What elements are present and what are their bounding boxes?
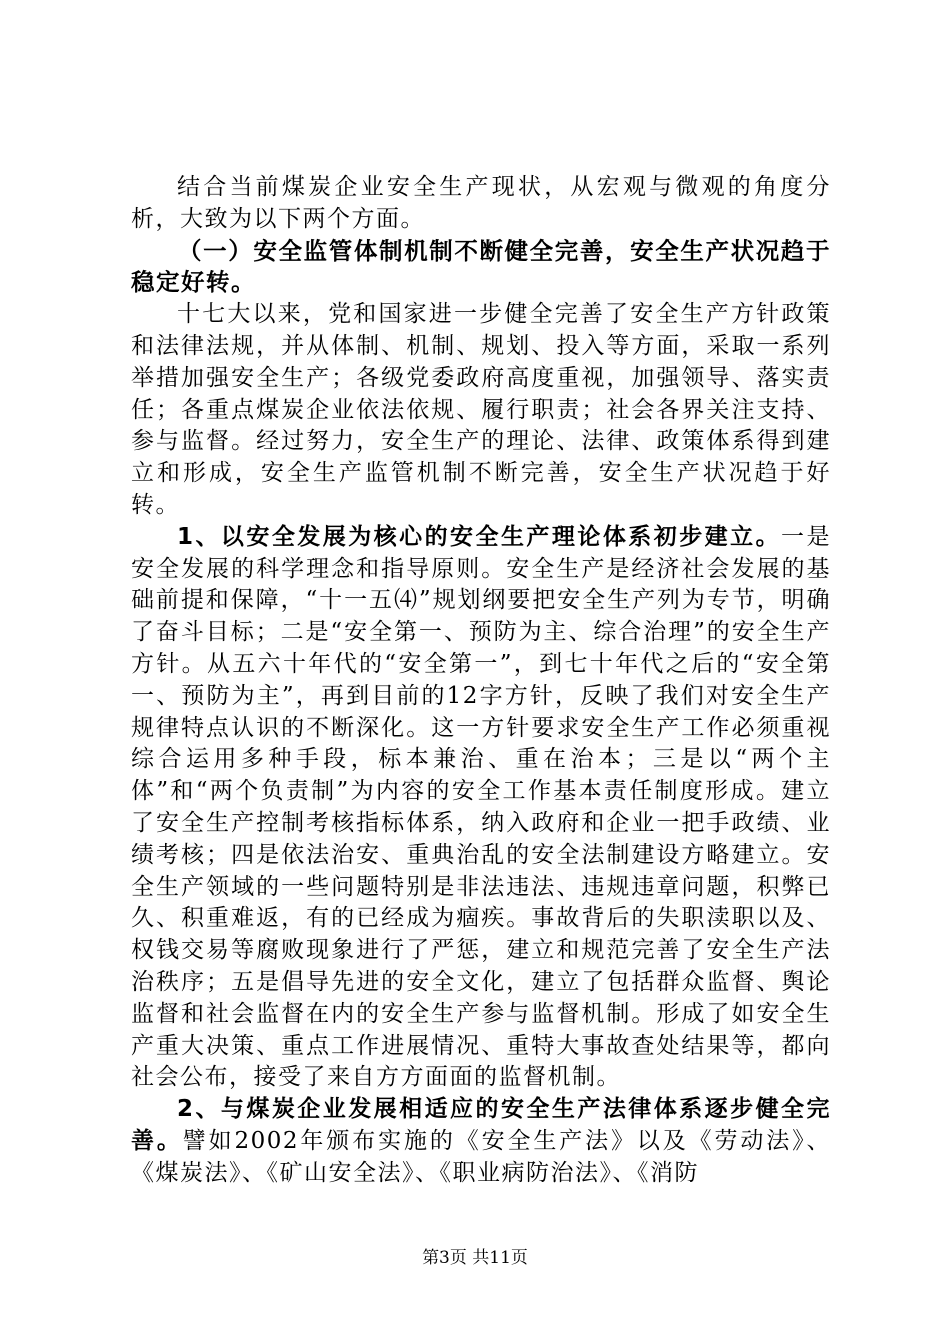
- body-paragraph-2: [131, 522, 831, 1094]
- intro-paragraph: [131, 172, 831, 236]
- page-footer: [0, 1243, 950, 1268]
- page-number: 第3页 共11页: [422, 1248, 528, 1268]
- subheading-1: 1、以安全发展为核心的安全生产理论体系初步建立。: [177, 523, 782, 550]
- body-paragraph-3: [131, 1094, 831, 1189]
- document-body: [131, 172, 831, 1190]
- body-paragraph-3-text: 譬如2002年颁布实施的《安全生产法》以及《劳动法》、《煤炭法》、《矿山安全法》、《职业病防治法》、《消防: [131, 1127, 831, 1186]
- section-heading-text: （一）安全监管体制机制不断健全完善，安全生产状况趋于稳定好转。: [131, 236, 831, 297]
- body-paragraph-1-text: 十七大以来，党和国家进一步健全完善了安全生产方针政策和法律法规，并从体制、机制、规划、投入等方面，采取一系列举措加强安全生产；各级党委政府高度重视，加强领导、落实责任；各重点煤炭企业依法依规、履行职责；社会各界关注支持、参与监督。经过努力，安全生产的理论、法律、政策体系得到建立和形成，安全生产监管机制不断完善，安全生产状况趋于好转。: [131, 301, 831, 518]
- intro-text: 结合当前煤炭企业安全生产现状，从宏观与微观的角度分析，大致为以下两个方面。: [131, 174, 831, 232]
- body-paragraph-1: [131, 299, 831, 522]
- section-heading: [131, 236, 831, 300]
- body-paragraph-2-text: 一是安全发展的科学理念和指导原则。安全生产是经济社会发展的基础前提和保障，“十一五⑷”规划纲要把安全生产列为专节，明确了奋斗目标；二是“安全第一、预防为主、综合治理”的安全生产方针。从五六十年代的“安全第一”，到七十年代之后的“安全第一、预防为主”，再到目前的12字方针，反映了我们对安全生产规律特点认识的不断深化。这一方针要求安全生产工作必须重视综合运用多种手段，标本兼治、重在治本；三是以“两个主体”和“两个负责制”为内容的安全工作基本责任制度形成。建立了安全生产控制考核指标体系，纳入政府和企业一把手政绩、业绩考核；四是依法治安、重典治乱的安全法制建设方略建立。安全生产领域的一些问题特别是非法违法、违规违章问题，积弊已久、积重难返，有的已经成为痼疾。事故背后的失职渎职以及、权钱交易等腐败现象进行了严惩，建立和规范完善了安全生产法治秩序；五是倡导先进的安全文化，建立了包括群众监督、舆论监督和社会监督在内的安全生产参与监督机制。形成了如安全生产重大决策、重点工作进展情况、重特大事故查处结果等，都向社会公布，接受了来自方方面面的监督机制。: [131, 523, 831, 1091]
- subheading-2: 2、与煤炭企业发展相适应的安全生产法律体系逐步健全完善。: [131, 1096, 831, 1154]
